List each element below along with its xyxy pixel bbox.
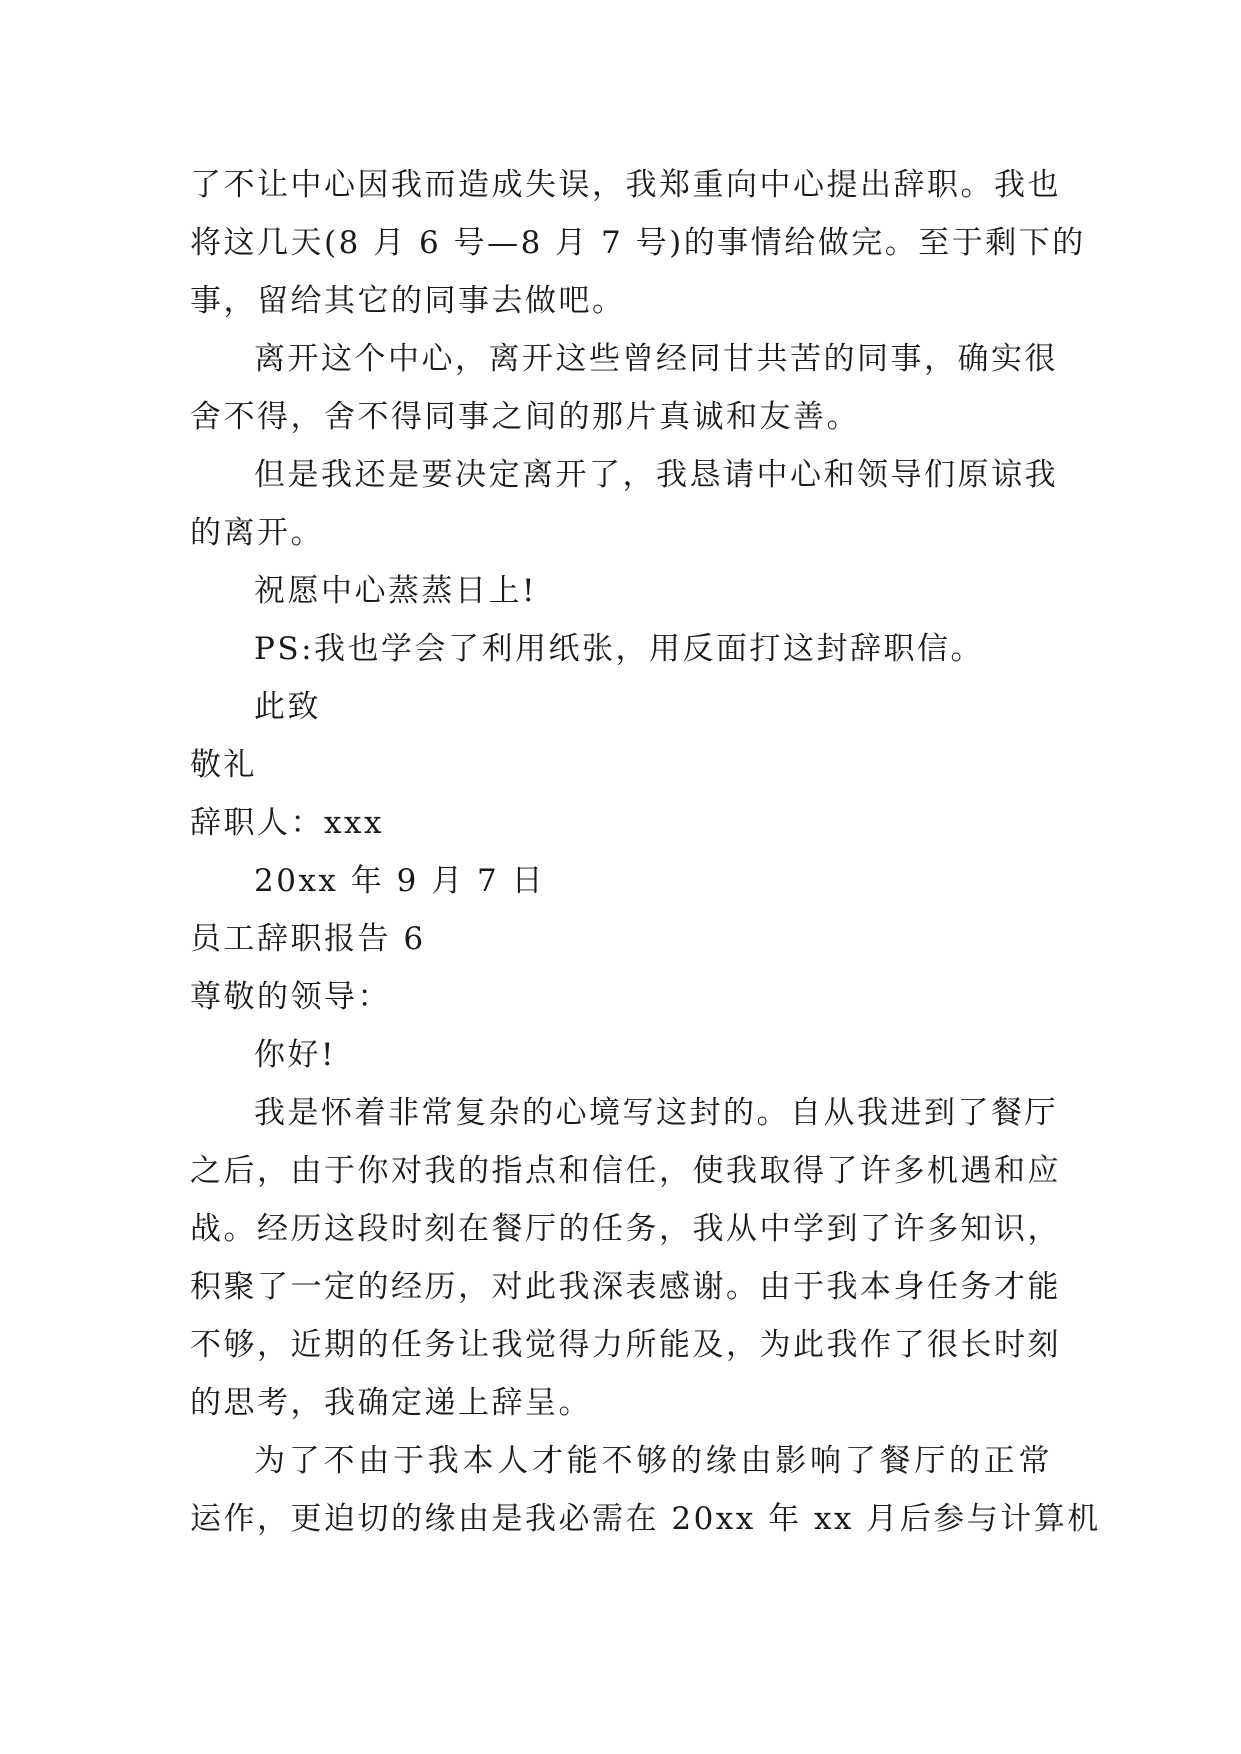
paragraph-line: 不够，近期的任务让我觉得力所能及，为此我作了很长时刻 bbox=[190, 1327, 1061, 1363]
paragraph-line: 之后，由于你对我的指点和信任，使我取得了许多机遇和应 bbox=[190, 1153, 1061, 1189]
postscript-line: PS:我也学会了利用纸张，用反面打这封辞职信。 bbox=[254, 631, 985, 667]
section-title: 员工辞职报告 6 bbox=[190, 921, 426, 957]
paragraph-line: 但是我还是要决定离开了，我恳请中心和领导们原谅我 bbox=[254, 457, 1058, 493]
paragraph-line: 事，留给其它的同事去做吧。 bbox=[190, 283, 626, 319]
paragraph-line: 的思考，我确定递上辞呈。 bbox=[190, 1385, 592, 1421]
paragraph-line: 舍不得，舍不得同事之间的那片真诚和友善。 bbox=[190, 399, 860, 435]
signer-line: 辞职人：xxx bbox=[190, 805, 384, 841]
paragraph-line: 的离开。 bbox=[190, 515, 324, 551]
salutation-line: 敬礼 bbox=[190, 747, 257, 783]
paragraph-line: 为了不由于我本人才能不够的缘由影响了餐厅的正常 bbox=[254, 1443, 1052, 1479]
wish-line: 祝愿中心蒸蒸日上! bbox=[254, 573, 537, 609]
hello-line: 你好! bbox=[254, 1037, 336, 1073]
paragraph-line: 战。经历这段时刻在餐厅的任务，我从中学到了许多知识， bbox=[190, 1211, 1061, 1247]
letter-body bbox=[190, 156, 1101, 1548]
closing-line: 此致 bbox=[254, 689, 321, 725]
paragraph-line: 离开这个中心，离开这些曾经同甘共苦的同事，确实很 bbox=[254, 341, 1058, 377]
paragraph-line: 积聚了一定的经历，对此我深表感谢。由于我本身任务才能 bbox=[190, 1269, 1061, 1305]
greeting-line: 尊敬的领导： bbox=[190, 979, 391, 1015]
paragraph-line: 我是怀着非常复杂的心境写这封的。自从我进到了餐厅 bbox=[254, 1095, 1058, 1131]
paragraph-line: 将这几天(8 月 6 号—8 月 7 号)的事情给做完。至于剩下的 bbox=[190, 225, 1086, 261]
paragraph-line: 运作，更迫切的缘由是我必需在 20xx 年 xx 月后参与计算机 bbox=[190, 1501, 1101, 1537]
date-line: 20xx 年 9 月 7 日 bbox=[254, 863, 546, 899]
paragraph-line: 了不让中心因我而造成失误，我郑重向中心提出辞职。我也 bbox=[190, 167, 1061, 203]
